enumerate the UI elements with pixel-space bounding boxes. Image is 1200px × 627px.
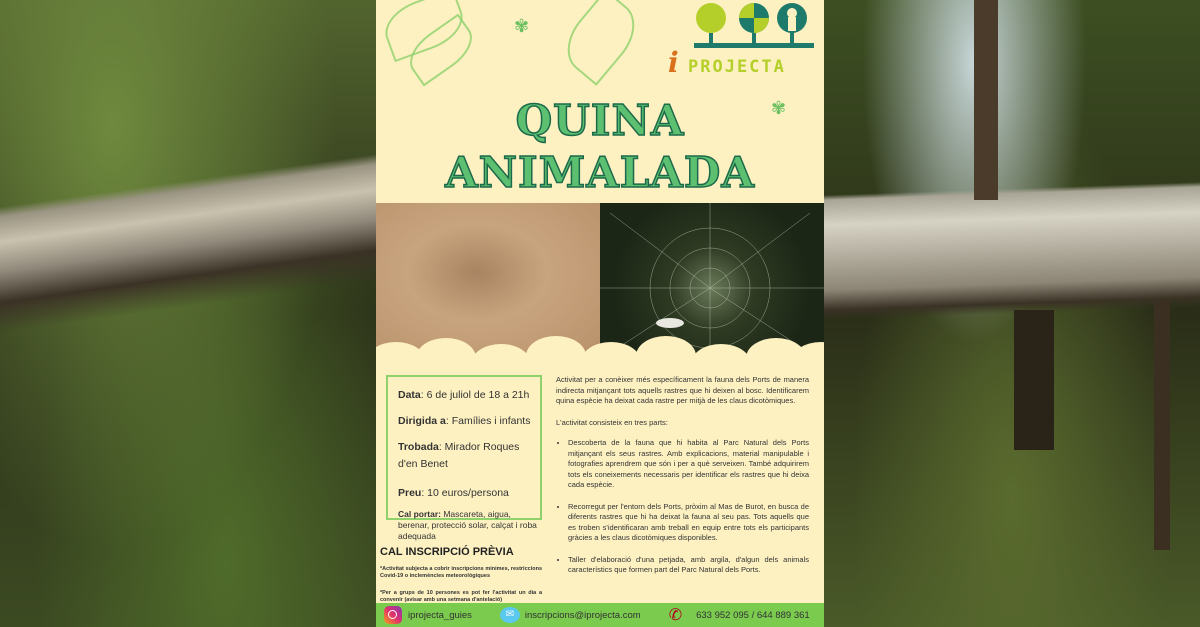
part-item: • Recorregut per l'entorn dels Ports, pròxim al Mas de Burot, en busca de diferents rastres que hi ha deixat la fauna al seu pas. Tots aquells que es troben s'identificaran amb treball en equip entre tots els participants gràcies a les claus dicotòmiques disponibles. bbox=[568, 502, 809, 544]
phone-numbers[interactable]: 633 952 095 / 644 889 361 bbox=[696, 609, 810, 621]
activity-description bbox=[556, 375, 809, 587]
bring-label: Cal portar: bbox=[398, 509, 441, 519]
svg-text:PROJECTA: PROJECTA bbox=[688, 57, 786, 77]
event-poster bbox=[376, 0, 824, 627]
flower-icon: ✾ bbox=[771, 98, 787, 118]
instagram-handle[interactable]: iprojecta_guies bbox=[408, 609, 472, 621]
svg-text:i: i bbox=[668, 46, 679, 79]
note-groups: *Per a grups de 10 persones es pot fer l'activitat un dia a convenir (avisar amb una setmana d'antelació) bbox=[380, 590, 542, 603]
meeting-value: : Mirador Roques d'en Benet bbox=[398, 441, 520, 470]
instagram-icon bbox=[384, 606, 402, 624]
price-value: : 10 euros/persona bbox=[421, 487, 509, 499]
part-item: • Descoberta de la fauna que hi habita al Parc Natural dels Ports mitjançant els seus rastres. Amb explicacions, material manipulable i fotografies aprendrem que són i per a què serveixen. També adquirirem tots els coneixements necessaris per identificar els rastres que hi deixa cada espècie. bbox=[568, 438, 809, 491]
part-item: • Taller d'elaboració d'una petjada, amb argila, d'algun dels animals característics que formen part del Parc Natural dels Ports. bbox=[568, 555, 809, 576]
email-icon: ✉ bbox=[500, 607, 520, 623]
note-minimum: *Activitat subjecta a cobrir inscripcions mínimes, restriccions Covid-19 o inclemències meteorològiques bbox=[380, 566, 542, 579]
background-photo-right bbox=[824, 0, 1200, 627]
email-address[interactable]: inscripcions@iprojecta.com bbox=[524, 609, 641, 621]
registration-heading: CAL INSCRIPCIÓ PRÈVIA bbox=[380, 546, 514, 558]
date-value: : 6 de juliol de 18 a 21h bbox=[420, 389, 530, 401]
date-label: Data bbox=[398, 389, 421, 401]
description-text: Activitat per a conèixer més específicament la fauna dels Ports de manera indirecta mitjançant tots aquells rastres que hi deixen al bosc. Identificarem quina espècie ha deixat cada rastre per mitjà de les claus dicotòmiques. bbox=[556, 375, 809, 405]
title-line-2: ANIMALADA bbox=[445, 148, 755, 197]
audience-value: : Famílies i infants bbox=[445, 415, 531, 427]
event-info-box bbox=[386, 375, 542, 541]
bring-value: Mascareta, aigua, berenar, protecció solar, calçat i roba adequada bbox=[398, 509, 537, 541]
parts-intro: L'activitat consisteix en tres parts: bbox=[556, 417, 668, 427]
phone-icon: ✆ bbox=[668, 607, 683, 624]
leaf-decoration bbox=[554, 0, 648, 86]
meeting-label: Trobada bbox=[398, 441, 439, 453]
photo-animal-footprint bbox=[376, 203, 600, 358]
title-line-1: QUINA bbox=[515, 96, 685, 145]
flower-icon: ✾ bbox=[514, 16, 530, 36]
iprojecta-logo bbox=[666, 0, 822, 80]
price-label: Preu bbox=[398, 487, 422, 499]
background-photo-left bbox=[0, 0, 376, 627]
photo-spider-web bbox=[600, 203, 824, 358]
audience-label: Dirigida a bbox=[398, 415, 446, 427]
contact-footer bbox=[376, 603, 824, 627]
